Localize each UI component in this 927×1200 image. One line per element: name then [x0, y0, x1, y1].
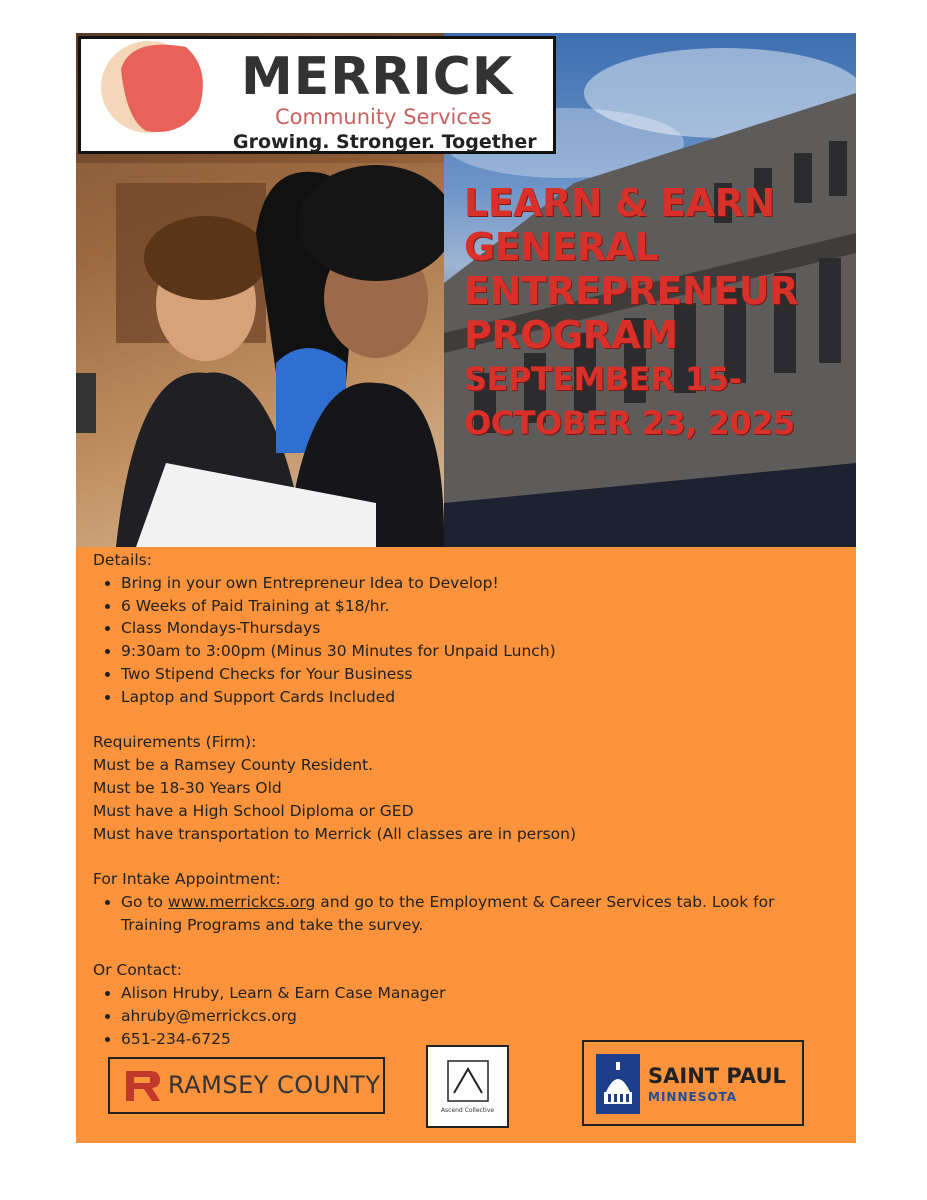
headline-line-1: LEARN & EARN: [464, 181, 775, 225]
intake-prefix: Go to: [121, 892, 168, 911]
program-headline: [464, 181, 854, 445]
program-details: [93, 549, 853, 1051]
logo-title: MERRICK: [241, 47, 514, 107]
details-item: • Two Stipend Checks for Your Business: [121, 663, 853, 686]
flyer: [76, 33, 856, 1143]
details-item: • Class Mondays-Thursdays: [121, 617, 853, 640]
logo-tagline: Growing. Stronger. Together: [233, 131, 537, 153]
merrick-logo: [78, 36, 556, 154]
ascend-collective-logo: [426, 1045, 509, 1128]
contact-phone[interactable]: • 651-234-6725: [121, 1028, 853, 1051]
intake-list: [93, 891, 853, 937]
merrick-logo-icon: [91, 39, 231, 151]
requirement-item: Must be 18-30 Years Old: [93, 778, 282, 797]
intake-heading: For Intake Appointment:: [93, 870, 281, 889]
ascend-icon: [428, 1047, 507, 1126]
details-item: • 6 Weeks of Paid Training at $18/hr.: [121, 595, 853, 618]
requirement-item: Must be a Ramsey County Resident.: [93, 756, 374, 775]
saint-paul-subtitle: MINNESOTA: [648, 1090, 738, 1104]
ascend-collective-label: Ascend Collective: [440, 1107, 495, 1114]
details-item: • Bring in your own Entrepreneur Idea to Develop!: [121, 572, 853, 595]
program-dates-start: SEPTEMBER 15-: [464, 360, 742, 398]
headline-line-3: ENTREPRENEUR: [464, 269, 798, 313]
logo-subtitle: Community Services: [275, 105, 492, 129]
intake-item: [121, 891, 853, 937]
requirement-item: Must have a High School Diploma or GED: [93, 801, 414, 820]
details-item: • 9:30am to 3:00pm (Minus 30 Minutes for Unpaid Lunch): [121, 640, 853, 663]
contact-email[interactable]: • ahruby@merrickcs.org: [121, 1005, 853, 1028]
requirements-heading: Requirements (Firm):: [93, 733, 257, 752]
saint-paul-capitol-icon: [596, 1054, 640, 1114]
requirement-item: Must have transportation to Merrick (All classes are in person): [93, 824, 577, 843]
details-item: • Laptop and Support Cards Included: [121, 686, 853, 709]
ramsey-county-icon: [124, 1069, 164, 1103]
hero-banner: [76, 33, 856, 547]
headline-line-2: GENERAL: [464, 225, 659, 269]
merrick-website-link[interactable]: www.merrickcs.org: [167, 892, 316, 911]
details-list: [93, 572, 853, 709]
ramsey-county-logo: [108, 1057, 385, 1114]
headline-line-4: PROGRAM: [464, 313, 678, 357]
program-dates-end: OCTOBER 23, 2025: [464, 404, 795, 442]
intake-line-2: Training Programs and take the survey.: [121, 915, 424, 934]
saint-paul-logo: [582, 1040, 804, 1126]
contact-heading: Or Contact:: [93, 961, 183, 980]
intake-line-1: and go to the Employment & Career Services tab. Look for: [315, 892, 775, 911]
contact-name: • Alison Hruby, Learn & Earn Case Manager: [121, 982, 853, 1005]
saint-paul-title: SAINT PAUL: [648, 1064, 786, 1088]
details-heading: Details:: [93, 551, 152, 569]
ramsey-county-label: RAMSEY COUNTY: [168, 1071, 381, 1099]
